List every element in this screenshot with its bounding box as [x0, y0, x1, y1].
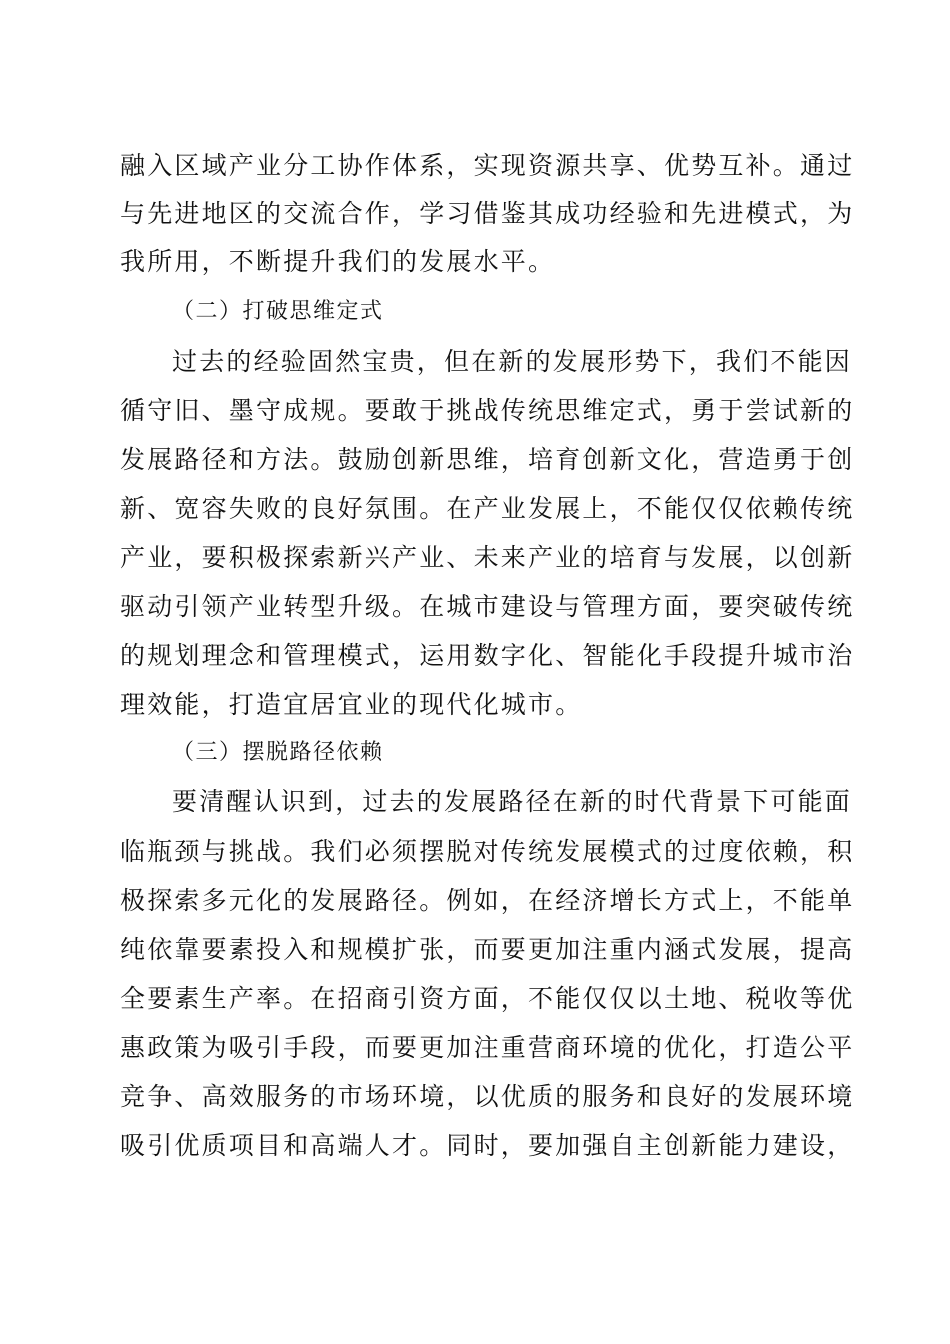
paragraph-2-line-1: 过去的经验固然宝贵，但在新的发展形势下，我们不能因: [172, 347, 853, 376]
paragraph-3-line-8: 吸引优质项目和高端人才。同时，要加强自主创新能力建设，: [120, 1131, 855, 1160]
paragraph-3-line-6: 惠政策为吸引手段，而要更加注重营商环境的优化，打造公平: [120, 1033, 855, 1062]
paragraph-3-line-3: 极探索多元化的发展路径。例如，在经济增长方式上，不能单: [120, 886, 855, 915]
paragraph-3-line-2: 临瓶颈与挑战。我们必须摆脱对传统发展模式的过度依赖，积: [120, 837, 855, 866]
paragraph-3-line-4: 纯依靠要素投入和规模扩张，而要更加注重内涵式发展，提高: [120, 935, 855, 964]
paragraph-2-line-8: 理效能，打造宜居宜业的现代化城市。: [120, 690, 583, 719]
paragraph-2-line-5: 产业，要积极探索新兴产业、未来产业的培育与发展，以创新: [120, 543, 855, 572]
paragraph-2-line-3: 发展路径和方法。鼓励创新思维，培育创新文化，营造勇于创: [120, 445, 855, 474]
paragraph-2-line-6: 驱动引领产业转型升级。在城市建设与管理方面，要突破传统: [120, 592, 855, 621]
paragraph-3-line-7: 竞争、高效服务的市场环境，以优质的服务和良好的发展环境: [120, 1082, 855, 1111]
section-heading-3: （三）摆脱路径依赖: [172, 740, 384, 765]
paragraph-1-line-3: 我所用，不断提升我们的发展水平。: [120, 247, 556, 276]
section-heading-2: （二）打破思维定式: [172, 299, 384, 324]
paragraph-3-line-1: 要清醒认识到，过去的发展路径在新的时代背景下可能面: [172, 787, 853, 816]
paragraph-2-line-7: 的规划理念和管理模式，运用数字化、智能化手段提升城市治: [120, 641, 855, 670]
paragraph-1-line-1: 融入区域产业分工协作体系，实现资源共享、优势互补。通过: [120, 151, 855, 180]
paragraph-1-line-2: 与先进地区的交流合作，学习借鉴其成功经验和先进模式，为: [120, 199, 855, 228]
paragraph-2-line-4: 新、宽容失败的良好氛围。在产业发展上，不能仅仅依赖传统: [120, 494, 855, 523]
paragraph-2-line-2: 循守旧、墨守成规。要敢于挑战传统思维定式，勇于尝试新的: [120, 396, 855, 425]
paragraph-3-line-5: 全要素生产率。在招商引资方面，不能仅仅以土地、税收等优: [120, 984, 855, 1013]
